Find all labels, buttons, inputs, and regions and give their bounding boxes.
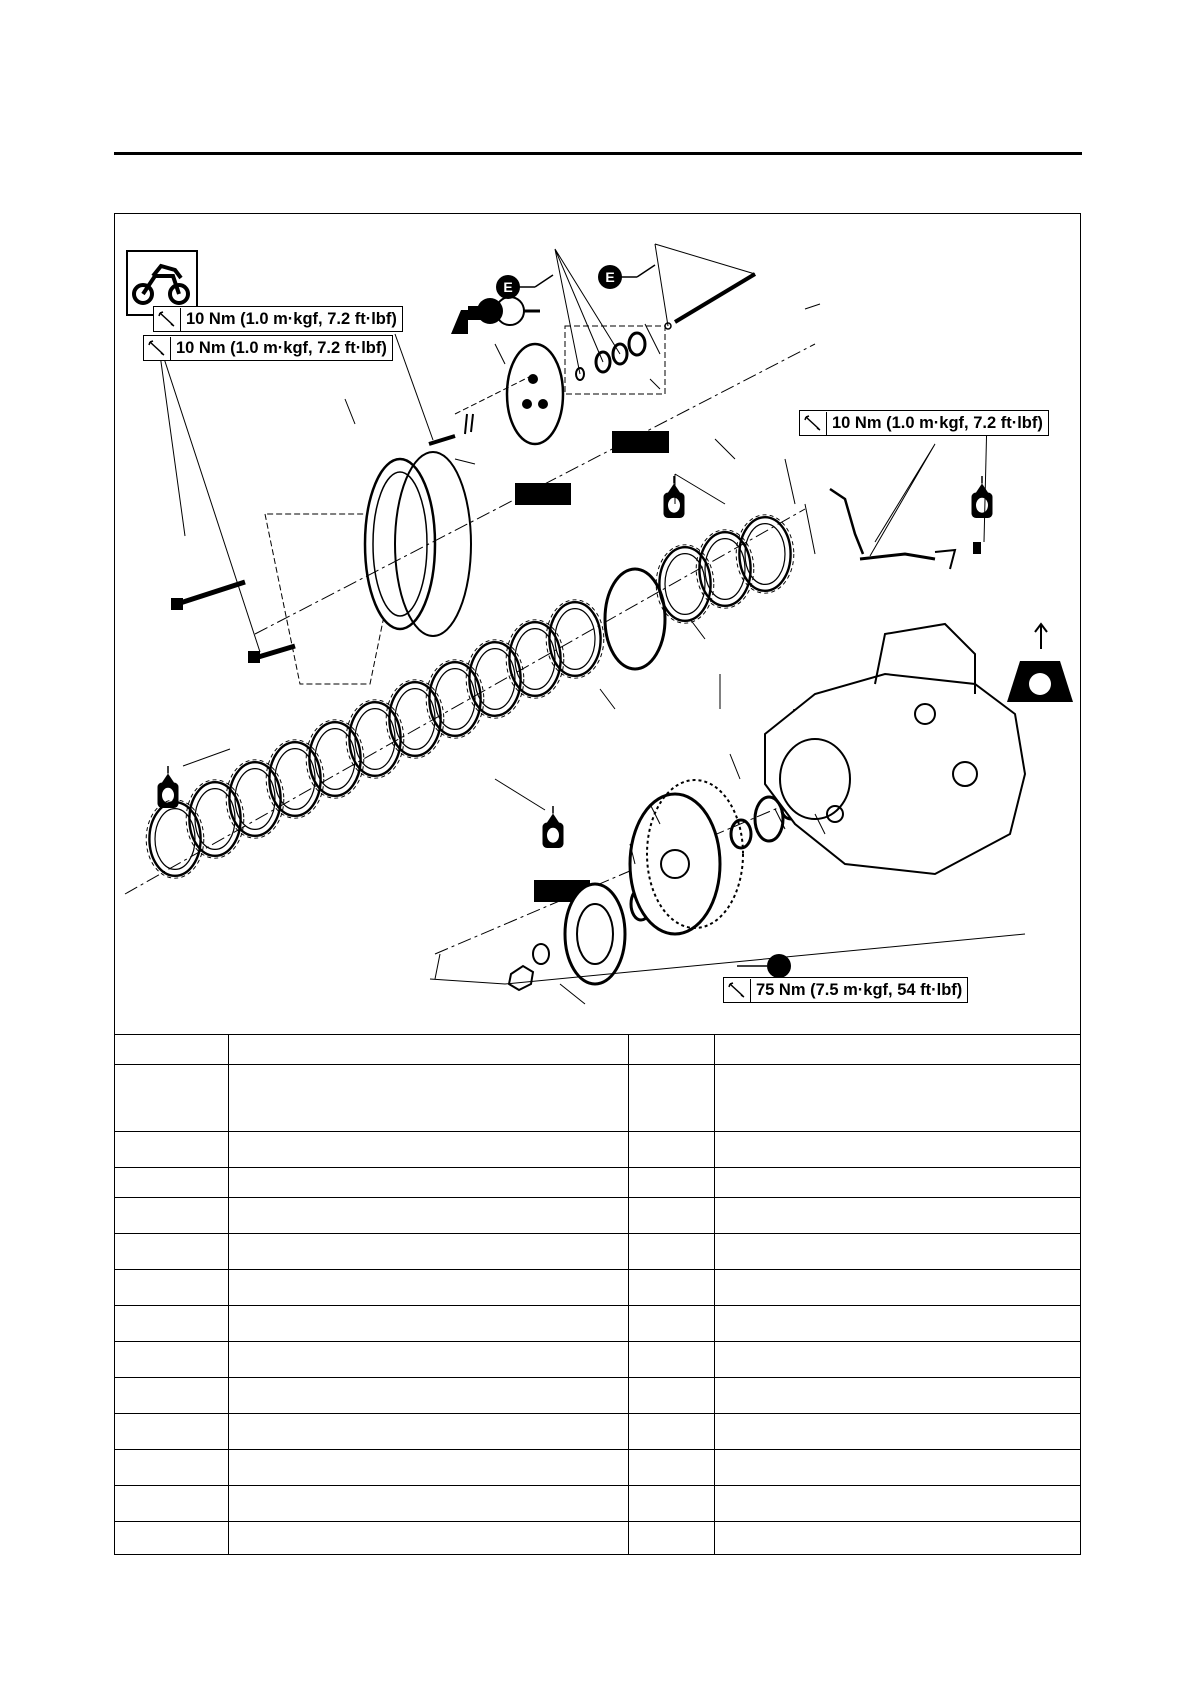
parts-table xyxy=(115,1034,1080,1555)
grease-gun-icon xyxy=(451,297,540,334)
table-row xyxy=(115,1132,1080,1168)
table-row xyxy=(115,1306,1080,1342)
wrench-icon xyxy=(724,979,751,1002)
table-row xyxy=(115,1522,1080,1555)
locking-agent-icon xyxy=(1007,624,1073,702)
table-row xyxy=(115,1065,1080,1132)
table-row xyxy=(115,1342,1080,1378)
diagram-frame xyxy=(114,213,1081,1555)
header-rule xyxy=(114,152,1082,155)
torque-callout-4: 75 Nm (7.5 m·kgf, 54 ft·lbf) xyxy=(723,977,968,1003)
clutch-cable xyxy=(830,489,981,569)
table-row xyxy=(115,1198,1080,1234)
torque-callout-2: 10 Nm (1.0 m·kgf, 7.2 ft·lbf) xyxy=(143,335,393,361)
push-rod-parts xyxy=(565,274,755,394)
table-row xyxy=(115,1168,1080,1198)
table-row xyxy=(115,1486,1080,1522)
torque-callout-1: 10 Nm (1.0 m·kgf, 7.2 ft·lbf) xyxy=(153,306,403,332)
pressure-plate xyxy=(455,344,563,444)
clutch-housing xyxy=(630,780,800,934)
torque-callout-3: 10 Nm (1.0 m·kgf, 7.2 ft·lbf) xyxy=(799,410,1049,436)
clutch-boss xyxy=(509,884,651,990)
table-row xyxy=(115,1270,1080,1306)
table-row xyxy=(115,1234,1080,1270)
table-row xyxy=(115,1450,1080,1486)
table-row xyxy=(115,1414,1080,1450)
svg-text:E: E xyxy=(503,279,513,295)
wrench-icon xyxy=(800,412,827,435)
clutch-cover xyxy=(265,452,471,684)
oil-can-icon xyxy=(158,265,993,978)
wrench-icon xyxy=(154,308,181,331)
svg-text:E: E xyxy=(605,269,615,285)
engine-block xyxy=(765,624,1025,874)
table-row xyxy=(115,1378,1080,1414)
exploded-diagram xyxy=(115,214,1080,1034)
wrench-icon xyxy=(144,337,171,360)
table-header-row xyxy=(115,1035,1080,1065)
